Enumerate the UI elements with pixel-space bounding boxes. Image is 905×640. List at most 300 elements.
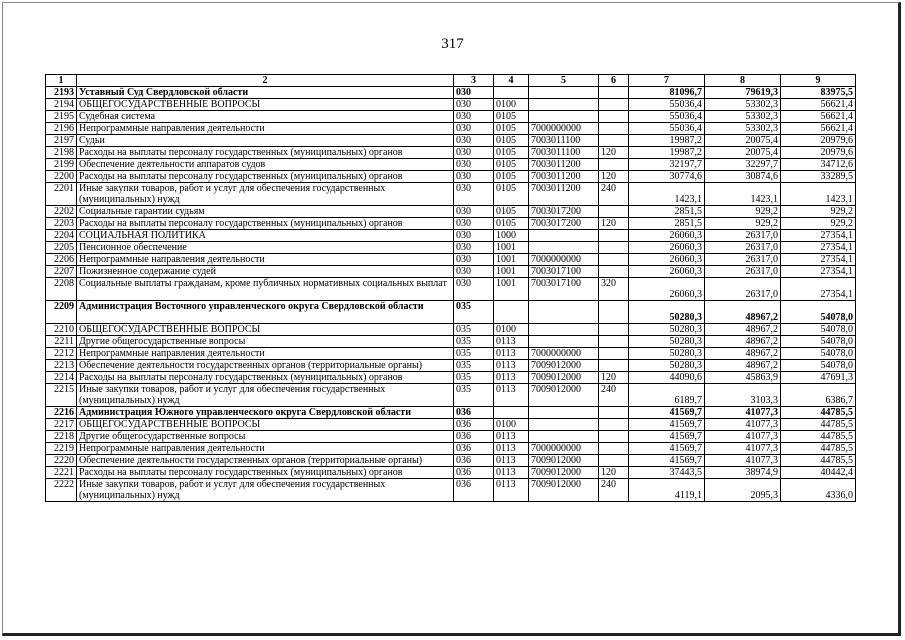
amount-col7: 37443,5 [629,467,705,479]
row-number: 2194 [46,99,77,111]
code-admin: 030 [454,266,494,278]
row-number: 2200 [46,171,77,183]
amount-col8: 48967,2 [705,336,781,348]
budget-table [45,74,856,502]
code-admin: 030 [454,87,494,99]
table-row [46,455,856,467]
code-admin: 036 [454,479,494,502]
code-admin: 035 [454,372,494,384]
amount-col7: 26060,3 [629,242,705,254]
table-row [46,206,856,218]
amount-col7: 41569,7 [629,455,705,467]
row-number: 2218 [46,431,77,443]
code-section: 0105 [494,135,529,147]
code-admin: 030 [454,147,494,159]
amount-col7: 26060,3 [629,254,705,266]
code-section: 0113 [494,431,529,443]
row-name: Социальные выплаты гражданам, кроме публичных нормативных социальных выплат [77,278,454,301]
code-admin: 036 [454,419,494,431]
code-section: 1001 [494,254,529,266]
code-admin: 030 [454,254,494,266]
amount-col9: 27354,1 [781,242,856,254]
table-row [46,360,856,372]
code-section: 0100 [494,324,529,336]
code-admin: 036 [454,431,494,443]
amount-col8: 53302,3 [705,111,781,123]
amount-col7: 26060,3 [629,266,705,278]
row-name: ОБЩЕГОСУДАРСТВЕННЫЕ ВОПРОСЫ [77,99,454,111]
amount-col8: 38974,9 [705,467,781,479]
row-number: 2205 [46,242,77,254]
table-row [46,87,856,99]
code-target [529,99,599,111]
table-row [46,266,856,278]
row-number: 2204 [46,230,77,242]
code-target: 7009012000 [529,479,599,502]
code-admin: 030 [454,135,494,147]
code-target [529,431,599,443]
amount-col7: 26060,3 [629,230,705,242]
amount-col7: 6189,7 [629,384,705,407]
row-name: Иные закупки товаров, работ и услуг для обеспечения государственных (муниципальных) нужд [77,183,454,206]
code-target: 7003011100 [529,147,599,159]
code-expense [599,230,629,242]
code-section: 0105 [494,147,529,159]
code-admin: 036 [454,455,494,467]
code-expense [599,111,629,123]
code-admin: 030 [454,171,494,183]
code-section: 0113 [494,348,529,360]
amount-col8: 929,2 [705,218,781,230]
code-expense: 240 [599,384,629,407]
column-header: 4 [494,75,529,87]
amount-col9: 47691,3 [781,372,856,384]
table-row [46,218,856,230]
amount-col9: 20979,6 [781,147,856,159]
code-target: 7003011200 [529,159,599,171]
code-admin: 030 [454,230,494,242]
code-admin: 030 [454,242,494,254]
row-name: ОБЩЕГОСУДАРСТВЕННЫЕ ВОПРОСЫ [77,324,454,336]
row-name: Другие общегосударственные вопросы [77,336,454,348]
amount-col8: 79619,3 [705,87,781,99]
code-expense: 320 [599,278,629,301]
code-target [529,407,599,419]
code-admin: 030 [454,159,494,171]
code-expense [599,301,629,324]
amount-col9: 54078,0 [781,324,856,336]
amount-col9: 56621,4 [781,123,856,135]
row-number: 2208 [46,278,77,301]
row-number: 2211 [46,336,77,348]
column-header: 8 [705,75,781,87]
row-name: Обеспечение деятельности государственных органов (территориальные органы) [77,455,454,467]
amount-col9: 40442,4 [781,467,856,479]
amount-col8: 3103,3 [705,384,781,407]
code-admin: 030 [454,99,494,111]
amount-col8: 2095,3 [705,479,781,502]
amount-col7: 2851,5 [629,206,705,218]
code-expense [599,419,629,431]
code-target: 7009012000 [529,372,599,384]
code-expense [599,443,629,455]
amount-col9: 27354,1 [781,254,856,266]
table-row [46,467,856,479]
code-expense [599,159,629,171]
code-section: 1001 [494,278,529,301]
table-row [46,254,856,266]
row-name: Иные закупки товаров, работ и услуг для обеспечения государственных (муниципальных) нужд [77,479,454,502]
table-row [46,336,856,348]
table-row [46,135,856,147]
table-row [46,443,856,455]
code-expense [599,407,629,419]
column-header: 2 [77,75,454,87]
row-number: 2207 [46,266,77,278]
amount-col9: 27354,1 [781,278,856,301]
code-target [529,324,599,336]
amount-col8: 41077,3 [705,419,781,431]
code-expense [599,360,629,372]
amount-col8: 41077,3 [705,455,781,467]
row-number: 2209 [46,301,77,324]
column-header: 6 [599,75,629,87]
amount-col9: 33289,5 [781,171,856,183]
code-expense [599,431,629,443]
code-section: 0113 [494,467,529,479]
row-name: Администрация Восточного управленческого округа Свердловской области [77,301,454,324]
code-expense [599,266,629,278]
code-admin: 035 [454,301,494,324]
row-name: Расходы на выплаты персоналу государственных (муниципальных) органов [77,467,454,479]
amount-col9: 56621,4 [781,99,856,111]
code-section [494,301,529,324]
row-name: Расходы на выплаты персоналу государственных (муниципальных) органов [77,218,454,230]
row-number: 2196 [46,123,77,135]
row-name: ОБЩЕГОСУДАРСТВЕННЫЕ ВОПРОСЫ [77,419,454,431]
table-row [46,407,856,419]
amount-col9: 27354,1 [781,266,856,278]
code-section: 0113 [494,455,529,467]
row-number: 2214 [46,372,77,384]
code-expense [599,135,629,147]
code-target: 7009012000 [529,384,599,407]
code-admin: 030 [454,278,494,301]
row-name: СОЦИАЛЬНАЯ ПОЛИТИКА [77,230,454,242]
row-number: 2217 [46,419,77,431]
amount-col8: 53302,3 [705,123,781,135]
code-expense: 240 [599,183,629,206]
amount-col7: 55036,4 [629,111,705,123]
code-target [529,419,599,431]
amount-col9: 54078,0 [781,348,856,360]
code-section: 0100 [494,99,529,111]
code-admin: 030 [454,218,494,230]
code-admin: 030 [454,183,494,206]
table-row [46,242,856,254]
table-row [46,348,856,360]
code-target: 7003011100 [529,135,599,147]
table-row [46,159,856,171]
amount-col8: 32297,7 [705,159,781,171]
code-section: 0113 [494,360,529,372]
amount-col8: 48967,2 [705,360,781,372]
code-target: 7000000000 [529,123,599,135]
row-name: Судебная система [77,111,454,123]
code-expense: 240 [599,479,629,502]
amount-col7: 26060,3 [629,278,705,301]
amount-col7: 1423,1 [629,183,705,206]
amount-col7: 32197,7 [629,159,705,171]
code-expense [599,324,629,336]
row-name: Судьи [77,135,454,147]
amount-col9: 44785,5 [781,419,856,431]
amount-col9: 4336,0 [781,479,856,502]
code-section: 0105 [494,183,529,206]
code-section: 0105 [494,111,529,123]
table-row [46,372,856,384]
code-target [529,242,599,254]
code-expense: 120 [599,467,629,479]
row-name: Иные закупки товаров, работ и услуг для обеспечения государственных (муниципальных) нужд [77,384,454,407]
table-row [46,384,856,407]
amount-col8: 30874,6 [705,171,781,183]
amount-col8: 26317,0 [705,278,781,301]
amount-col8: 48967,2 [705,324,781,336]
row-name: Обеспечение деятельности аппаратов судов [77,159,454,171]
table-row [46,123,856,135]
amount-col8: 41077,3 [705,431,781,443]
code-target: 7003017200 [529,206,599,218]
code-target [529,301,599,324]
amount-col8: 48967,2 [705,301,781,324]
row-number: 2193 [46,87,77,99]
code-expense [599,336,629,348]
table-row [46,183,856,206]
amount-col8: 53302,3 [705,99,781,111]
row-number: 2213 [46,360,77,372]
row-number: 2198 [46,147,77,159]
row-number: 2216 [46,407,77,419]
table-row [46,324,856,336]
code-expense [599,206,629,218]
amount-col9: 20979,6 [781,135,856,147]
amount-col7: 41569,7 [629,443,705,455]
amount-col9: 27354,1 [781,230,856,242]
amount-col7: 55036,4 [629,99,705,111]
table-row [46,171,856,183]
row-number: 2199 [46,159,77,171]
amount-col9: 44785,5 [781,407,856,419]
row-number: 2203 [46,218,77,230]
code-target: 7009012000 [529,455,599,467]
row-number: 2222 [46,479,77,502]
amount-col8: 20075,4 [705,135,781,147]
code-target: 7000000000 [529,254,599,266]
code-target: 7003011200 [529,171,599,183]
amount-col9: 44785,5 [781,455,856,467]
table-row [46,111,856,123]
amount-col7: 50280,3 [629,324,705,336]
row-name: Другие общегосударственные вопросы [77,431,454,443]
code-target: 7000000000 [529,348,599,360]
code-section: 0113 [494,336,529,348]
row-name: Администрация Южного управленческого округа Свердловской области [77,407,454,419]
row-name: Пенсионное обеспечение [77,242,454,254]
code-expense: 120 [599,372,629,384]
code-section [494,407,529,419]
table-row [46,479,856,502]
amount-col7: 2851,5 [629,218,705,230]
row-name: Расходы на выплаты персоналу государственных (муниципальных) органов [77,171,454,183]
code-admin: 035 [454,324,494,336]
code-section: 0105 [494,206,529,218]
code-target: 7003017100 [529,278,599,301]
amount-col9: 6386,7 [781,384,856,407]
table-row [46,230,856,242]
amount-col7: 19987,2 [629,135,705,147]
row-number: 2210 [46,324,77,336]
code-target [529,111,599,123]
column-header: 9 [781,75,856,87]
code-admin: 035 [454,384,494,407]
code-section: 0105 [494,218,529,230]
code-admin: 030 [454,206,494,218]
amount-col7: 19987,2 [629,147,705,159]
row-name: Расходы на выплаты персоналу государственных (муниципальных) органов [77,372,454,384]
code-target: 7000000000 [529,443,599,455]
row-name: Непрограммные направления деятельности [77,443,454,455]
code-admin: 035 [454,348,494,360]
row-number: 2195 [46,111,77,123]
code-section: 1001 [494,266,529,278]
table-row [46,147,856,159]
row-number: 2212 [46,348,77,360]
amount-col7: 4119,1 [629,479,705,502]
row-number: 2215 [46,384,77,407]
table-row [46,419,856,431]
amount-col9: 44785,5 [781,443,856,455]
code-section: 0113 [494,479,529,502]
code-expense [599,254,629,266]
amount-col7: 81096,7 [629,87,705,99]
row-name: Обеспечение деятельности государственных органов (территориальные органы) [77,360,454,372]
code-section: 1000 [494,230,529,242]
amount-col7: 50280,3 [629,360,705,372]
row-name: Расходы на выплаты персоналу государственных (муниципальных) органов [77,147,454,159]
code-section: 0113 [494,384,529,407]
row-name: Пожизненное содержание судей [77,266,454,278]
code-admin: 030 [454,111,494,123]
page-number: 317 [441,36,464,52]
amount-col9: 34712,6 [781,159,856,171]
code-admin: 035 [454,336,494,348]
code-admin: 035 [454,360,494,372]
amount-col7: 55036,4 [629,123,705,135]
column-header: 3 [454,75,494,87]
code-expense [599,242,629,254]
code-admin: 036 [454,467,494,479]
amount-col8: 20075,4 [705,147,781,159]
amount-col9: 1423,1 [781,183,856,206]
amount-col8: 26317,0 [705,230,781,242]
row-name: Непрограммные направления деятельности [77,254,454,266]
code-expense: 120 [599,218,629,230]
amount-col9: 83975,5 [781,87,856,99]
code-expense [599,99,629,111]
column-header: 5 [529,75,599,87]
amount-col7: 30774,6 [629,171,705,183]
amount-col7: 44090,6 [629,372,705,384]
amount-col7: 41569,7 [629,407,705,419]
code-expense [599,348,629,360]
code-expense [599,87,629,99]
header-row [46,75,856,87]
amount-col8: 48967,2 [705,348,781,360]
code-section: 0105 [494,159,529,171]
amount-col7: 41569,7 [629,419,705,431]
code-target: 7009012000 [529,467,599,479]
amount-col9: 56621,4 [781,111,856,123]
code-target: 7003011200 [529,183,599,206]
code-target [529,336,599,348]
code-target: 7003017100 [529,266,599,278]
amount-col8: 26317,0 [705,242,781,254]
amount-col9: 54078,0 [781,360,856,372]
code-section: 0105 [494,123,529,135]
table-row [46,278,856,301]
amount-col8: 41077,3 [705,443,781,455]
row-number: 2206 [46,254,77,266]
table-row [46,431,856,443]
row-number: 2221 [46,467,77,479]
code-expense [599,455,629,467]
code-target: 7003017200 [529,218,599,230]
code-target [529,87,599,99]
amount-col9: 929,2 [781,206,856,218]
code-expense: 120 [599,171,629,183]
amount-col9: 929,2 [781,218,856,230]
amount-col8: 26317,0 [705,266,781,278]
column-header: 7 [629,75,705,87]
amount-col9: 44785,5 [781,431,856,443]
amount-col8: 45863,9 [705,372,781,384]
column-header: 1 [46,75,77,87]
amount-col8: 26317,0 [705,254,781,266]
row-name: Уставный Суд Свердловской области [77,87,454,99]
row-name: Социальные гарантии судьям [77,206,454,218]
row-name: Непрограммные направления деятельности [77,123,454,135]
row-number: 2201 [46,183,77,206]
amount-col8: 929,2 [705,206,781,218]
amount-col7: 50280,3 [629,348,705,360]
amount-col7: 50280,3 [629,336,705,348]
table-row [46,301,856,324]
code-target: 7009012000 [529,360,599,372]
code-target [529,230,599,242]
code-section [494,87,529,99]
code-section: 0113 [494,443,529,455]
table-row [46,99,856,111]
row-name: Непрограммные направления деятельности [77,348,454,360]
amount-col8: 1423,1 [705,183,781,206]
amount-col9: 54078,0 [781,301,856,324]
table-body [46,75,856,502]
row-number: 2219 [46,443,77,455]
code-admin: 030 [454,123,494,135]
code-expense: 120 [599,147,629,159]
amount-col7: 50280,3 [629,301,705,324]
